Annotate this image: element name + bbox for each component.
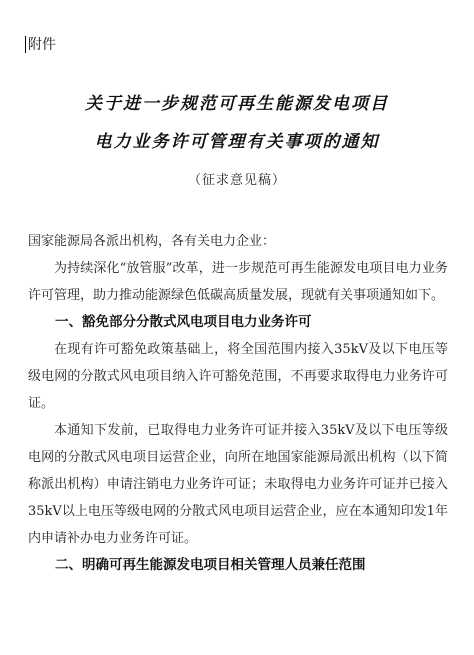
document-title-line-2: 电力业务许可管理有关事项的通知: [94, 132, 380, 152]
section-1-heading: 一、豁免部分分散式风电项目电力业务许可: [55, 314, 312, 330]
section-1-paragraph-2: 本通知下发前，已取得电力业务许可证并接入35kV及以下电压等级电网的分散式风电项目运营企业，向所在地国家能源局派出机构（以下简称派出机构）申请注销电力业务许可证；未取得电力业务许可证并已接入35kV以上电压等级电网的分散式风电项目运营企业，应在本通知印发1年内申请补办电力业务许可证。: [28, 423, 448, 546]
intro-paragraph: 为持续深化“放管服”改革，进一步规范可再生能源发电项目电力业务许可管理，助力推动能源绿色低碳高质量发展，现就有关事项通知如下。: [28, 261, 448, 303]
section-1-paragraph-1: 在现有许可豁免政策基础上，将全国范围内接入35kV及以下电压等级电网的分散式风电项目纳入许可豁免范围，不再要求取得电力业务许可证。: [28, 342, 448, 411]
attachment-label: 附件: [28, 37, 56, 53]
document-title-line-1: 关于进一步规范可再生能源发电项目: [85, 94, 389, 114]
document-subtitle: （征求意见稿）: [187, 173, 286, 188]
section-2-heading: 二、明确可再生能源发电项目相关管理人员兼任范围: [55, 557, 366, 573]
text-cursor: [25, 36, 26, 53]
addressee: 国家能源局各派出机构，各有关电力企业：: [28, 234, 276, 249]
document-body: [28, 228, 448, 579]
